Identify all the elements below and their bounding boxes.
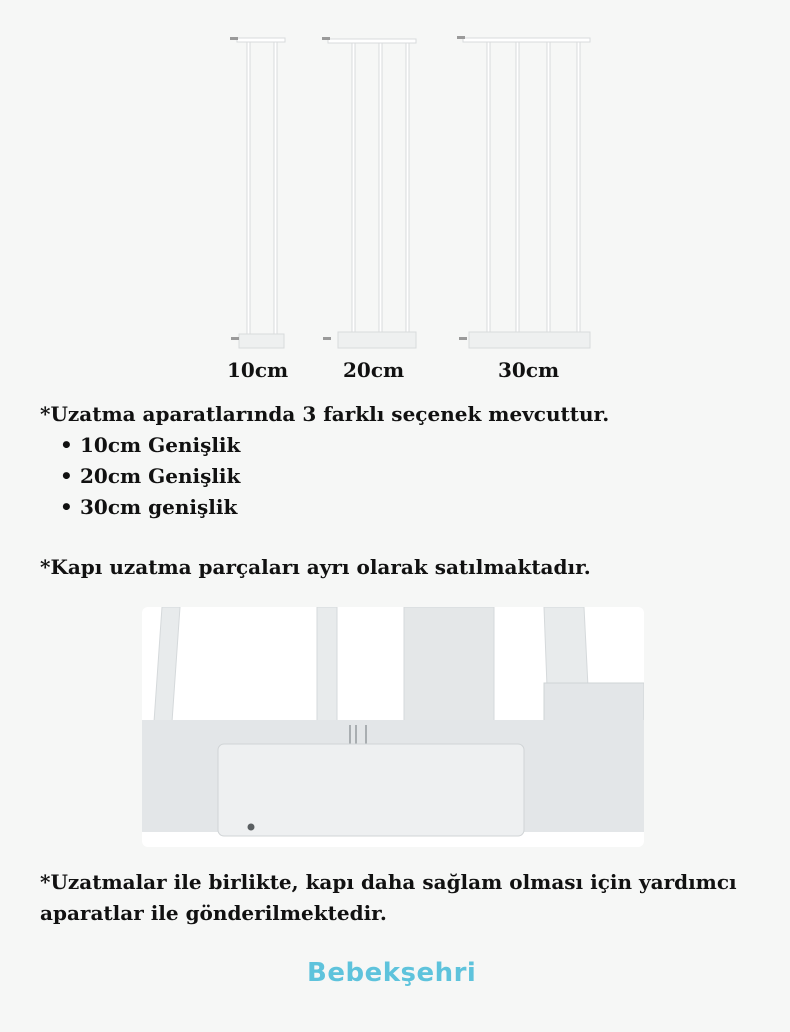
brand-logo: Bebekşehri [307,958,477,988]
list-item: • 20cm Genişlik [80,461,609,492]
options-list [40,430,609,523]
size-label-10cm: 10cm [227,358,289,382]
options-heading: *Uzatma aparatlarında 3 farklı seçenek mevcuttur. [40,402,610,426]
extension-pieces-image [225,28,605,358]
extension-20cm-image [322,37,416,348]
gate-closeup-image [142,607,644,847]
extension-10cm-image [230,37,285,348]
list-item: • 30cm genişlik [80,492,609,523]
sold-separately-note: *Kapı uzatma parçaları ayrı olarak satılmaktadır. [40,555,591,579]
accessories-note: *Uzatmalar ile birlikte, kapı daha sağlam olması için yardımcı aparatlar ile gönderilmektedir. [40,870,737,925]
options-section [40,399,609,523]
list-item: • 10cm Genişlik [80,430,609,461]
extension-30cm-image [457,36,590,348]
size-label-30cm: 30cm [498,358,560,382]
size-label-20cm: 20cm [343,358,405,382]
